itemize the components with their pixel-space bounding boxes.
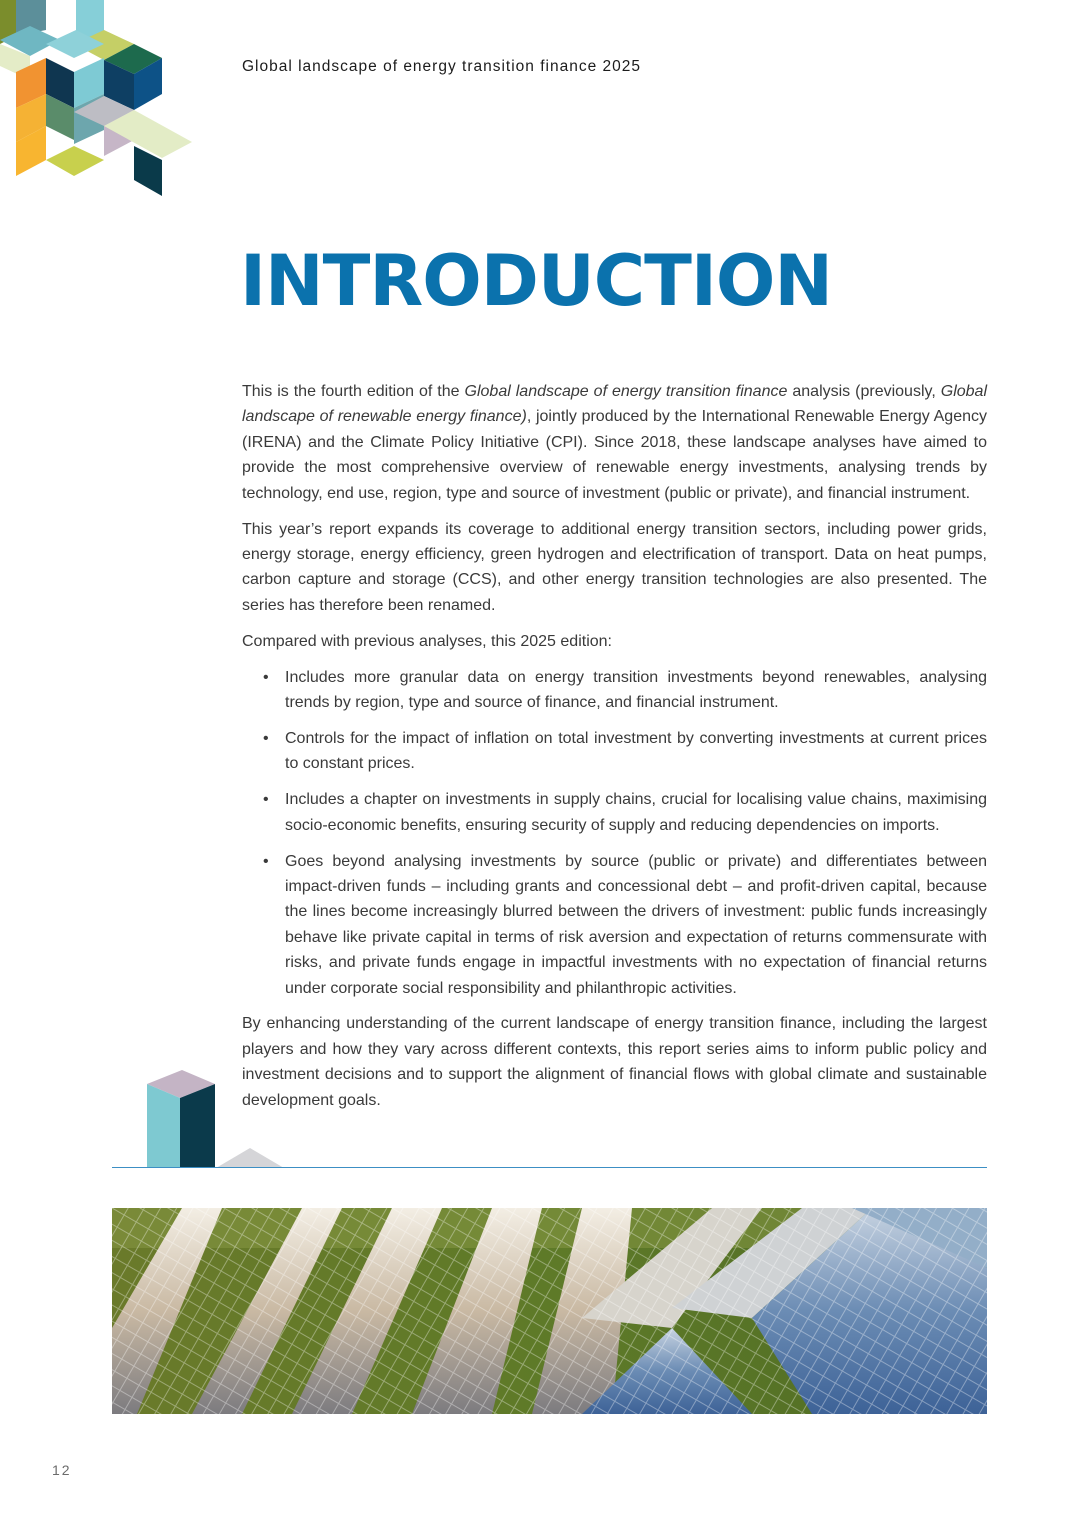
list-item: • Goes beyond analysing investments by source (public or private) and differentiates between impact-driven funds – including grants and concessional debt – and profit-driven capital, because the lines become increasingly blurred between the drivers of investment: public funds increasingly behave like private capital in terms of risk aversion and expectation of returns commensurate with risks, and private funds engage in impactful investments with no expectation of financial returns under corporate social responsibility and philanthropic activities. (285, 849, 987, 1001)
corner-cube-mosaic (0, 0, 200, 200)
paragraph-comparison: Compared with previous analyses, this 2025 edition: (242, 632, 612, 650)
stacked-boxes-illustration (140, 1066, 290, 1170)
list-item: • Includes a chapter on investments in supply chains, crucial for localising value chains, maximising socio-economic benefits, ensuring security of supply and reducing dependencies on imports. (285, 787, 987, 838)
body-text (242, 379, 987, 1124)
bullet-list (242, 665, 987, 1001)
paragraph-conclusion: By enhancing understanding of the current landscape of energy transition finance, including the largest players and how they vary across different contexts, this report series aims to inform public policy and investment decisions and to support the alignment of financial flows with global climate and sustainable development goals. (242, 1015, 987, 1109)
solar-panels-photo (112, 1208, 987, 1414)
list-item: • Includes more granular data on energy transition investments beyond renewables, analysing trends by region, type and source of finance, and financial instrument. (285, 665, 987, 716)
running-header: Global landscape of energy transition finance 2025 (242, 58, 641, 75)
page-title: INTRODUCTION (240, 240, 832, 322)
previous-title-italic: Global landscape of renewable energy finance) (242, 383, 987, 426)
list-item: • Controls for the impact of inflation on total investment by converting investments at current prices to constant prices. (285, 726, 987, 777)
paragraph-coverage: This year’s report expands its coverage to additional energy transition sectors, including power grids, energy storage, energy efficiency, green hydrogen and electrification of transport. Data on heat pumps, carbon capture and storage (CCS), and other energy transition technologies are also presented. The series has therefore been renamed. (242, 520, 987, 614)
section-divider (112, 1167, 987, 1168)
report-title-italic: Global landscape of energy transition finance (464, 383, 788, 400)
paragraph-intro: This is the fourth edition of the Global landscape of energy transition finance analysis (previously, Global landscape of renewable energy finance), jointly produced by the International Renewable Energy Agency (IRENA) and the Climate Policy Initiative (CPI). Since 2018, these landscape analyses have aimed to provide the most comprehensive overview of renewable energy investments, analysing trends by technology, end use, region, type and source of investment (public or private), and financial instrument. (242, 383, 987, 502)
page-number: 12 (52, 1462, 72, 1478)
